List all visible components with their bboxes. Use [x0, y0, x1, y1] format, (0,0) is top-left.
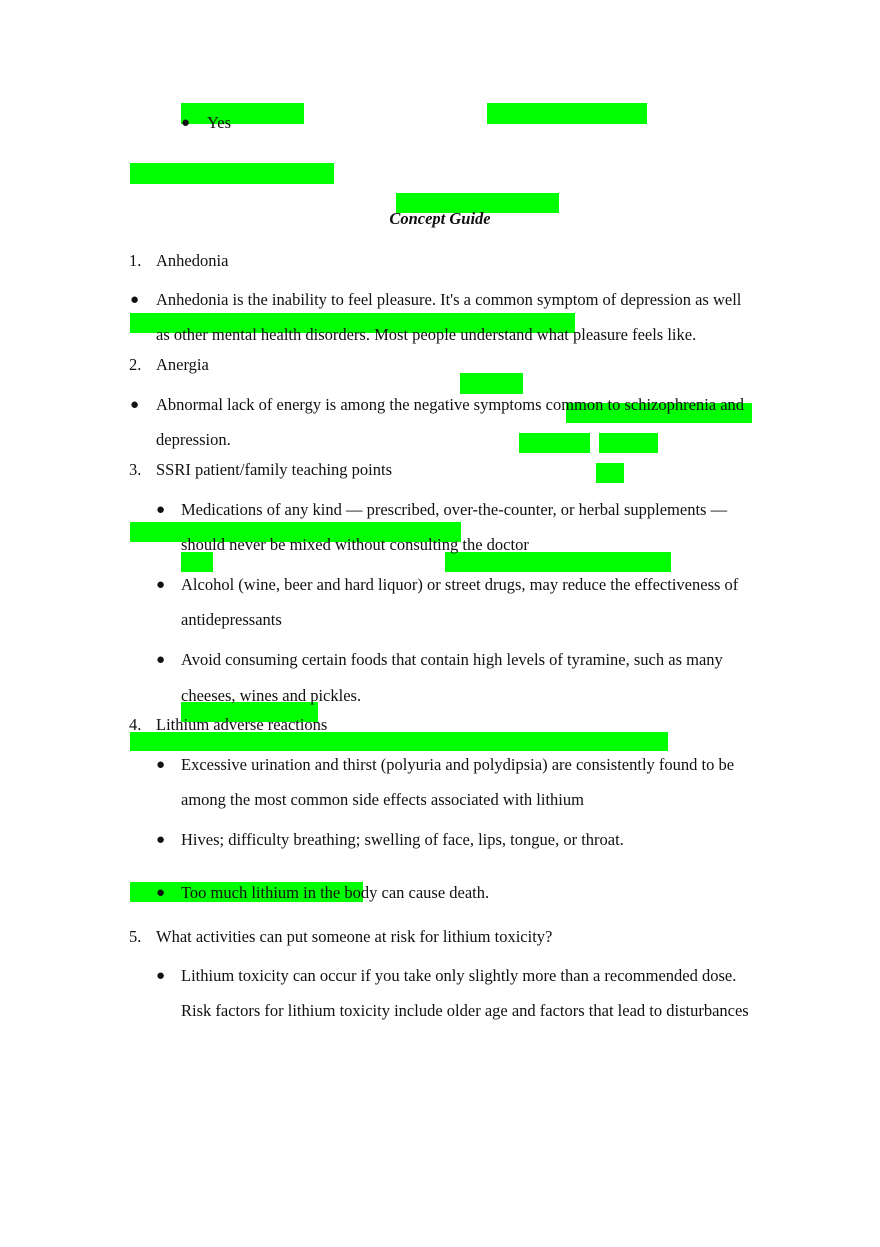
highlight-mark [130, 163, 334, 184]
bullet-glyph: ● [181, 115, 191, 131]
bullet-text-line: cheeses, wines and pickles. [181, 686, 362, 705]
section-heading: Anergia [156, 355, 209, 374]
highlight-mark [445, 552, 671, 572]
bullet-text-line: Avoid consuming certain foods that contain high levels of tyramine, such as many [181, 650, 723, 669]
bullet-text-line: should never be mixed without consulting the doctor [181, 535, 529, 554]
section-number: 1. [129, 251, 142, 270]
section-number: 2. [129, 355, 142, 374]
bullet-glyph: ● [156, 652, 166, 668]
section-heading: SSRI patient/family teaching points [156, 460, 393, 479]
section-number: 5. [129, 927, 142, 946]
section-number: 3. [129, 460, 142, 479]
page-title: Concept Guide [389, 209, 491, 228]
bullet-text-line: Anhedonia is the inability to feel pleasure. It's a common symptom of depression as well [156, 290, 742, 309]
bullet-text-line: antidepressants [181, 610, 282, 629]
bullet-text-line: as other mental health disorders. Most people understand what pleasure feels like. [156, 325, 697, 344]
bullet-glyph: ● [156, 757, 166, 773]
highlight-mark [181, 103, 304, 124]
bullet-text-line: Alcohol (wine, beer and hard liquor) or street drugs, may reduce the effectiveness of [181, 575, 739, 594]
bullet-text-line: Lithium toxicity can occur if you take only slightly more than a recommended dose. [181, 966, 737, 985]
bullet-glyph: ● [130, 292, 140, 308]
section-heading: Lithium adverse reactions [156, 715, 328, 734]
bullet-text-line: Too much lithium in the body can cause death. [181, 883, 490, 902]
bullet-glyph: ● [130, 397, 140, 413]
highlight-mark [519, 433, 590, 453]
section-number: 4. [129, 715, 142, 734]
bullet-text-line: Hives; difficulty breathing; swelling of face, lips, tongue, or throat. [181, 830, 624, 849]
bullet-glyph: ● [156, 885, 166, 901]
bullet-glyph: ● [156, 968, 166, 984]
bullet-text-line: Excessive urination and thirst (polyuria and polydipsia) are consistently found to be [181, 755, 735, 774]
bullet-text-line: among the most common side effects associated with lithium [181, 790, 584, 809]
bullet-glyph: ● [156, 832, 166, 848]
section-heading: Anhedonia [156, 251, 229, 270]
bullet-text-line: Medications of any kind — prescribed, over-the-counter, or herbal supplements — [181, 500, 728, 519]
bullet-text-line: Abnormal lack of energy is among the negative symptoms common to schizophrenia and [156, 395, 745, 414]
highlight-mark [181, 552, 213, 572]
section-heading: What activities can put someone at risk for lithium toxicity? [156, 927, 553, 946]
top-bullet-text: Yes [207, 113, 232, 132]
bullet-glyph: ● [156, 577, 166, 593]
bullet-text-line: depression. [156, 430, 231, 449]
bullet-text-line: Risk factors for lithium toxicity include older age and factors that lead to disturbances [181, 1001, 749, 1020]
highlight-mark [487, 103, 647, 124]
bullet-glyph: ● [156, 502, 166, 518]
highlight-mark [599, 433, 658, 453]
highlight-mark [460, 373, 523, 394]
highlight-mark [596, 463, 624, 483]
